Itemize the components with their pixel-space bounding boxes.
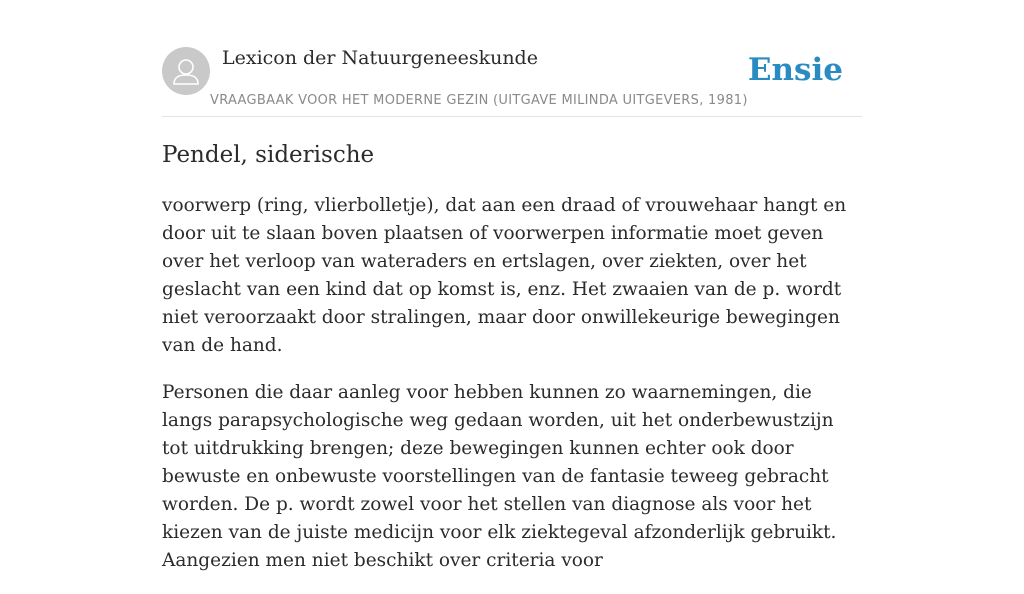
source-header [162, 46, 862, 117]
user-icon[interactable] [162, 47, 210, 95]
entry-paragraph: voorwerp (ring, vlierbolletje), dat aan een draad of vrouwehaar hangt en door uit te slaan boven plaatsen of voorwerpen informatie moet geven over het verloop van wateraders en ertslagen, over ziekten, over het geslacht van een kind dat op komst is, enz. Het zwaaien van de p. wordt niet veroorzaakt door stralingen, maar door onwillekeurige bewegingen van de hand. [162, 195, 847, 356]
entry-title: Pendel, siderische [162, 142, 375, 168]
entry-paragraph: Personen die daar aanleg voor hebben kunnen zo waarnemingen, die langs parapsychologische weg gedaan worden, uit het onderbewustzijn tot uitdrukking brengen; deze bewegingen kunnen echter ook door bewuste en onbewuste voorstellingen van de fantasie teweeg gebracht worden. De p. wordt zowel voor het stellen van diagnose als voor het kiezen van de juiste medicijn voor elk ziektegeval afzonderlijk gebruikt. Aangezien men niet beschikt over criteria voor [162, 382, 837, 571]
source-subtitle: VRAAGBAAK VOOR HET MODERNE GEZIN (UITGAVE MILINDA UITGEVERS, 1981) [210, 93, 748, 108]
source-title[interactable]: Lexicon der Natuurgeneeskunde [222, 47, 538, 69]
entry-body [162, 192, 865, 594]
brand-logo[interactable]: Ensie [747, 52, 843, 88]
